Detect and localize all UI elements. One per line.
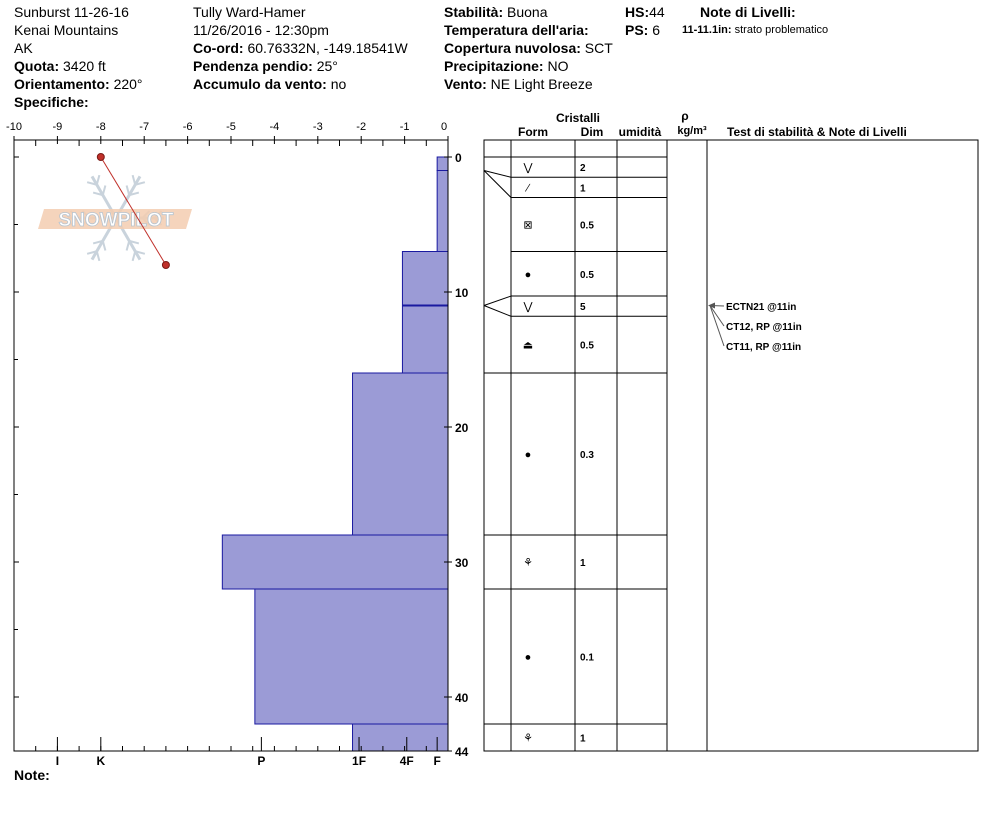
temperature-tick-label: -6 [182, 121, 193, 133]
state: AK [14, 40, 33, 56]
watermark-flake-branch [127, 241, 130, 251]
crystal-form-symbol: ⋁ [523, 162, 533, 175]
hardness-bar [353, 373, 448, 535]
crystal-size: 0.5 [580, 220, 594, 232]
hardness-tick-label: 1F [352, 754, 367, 768]
temperature-tick-label: -4 [269, 121, 280, 133]
hardness-tick-label: 4F [399, 754, 414, 768]
layer-notes-title: Note di Livelli: [700, 4, 796, 20]
watermark-flake-branch [97, 175, 100, 185]
slope: Pendenza pendio: 25° [193, 58, 338, 74]
hardness-tick-label: P [257, 754, 266, 768]
temperature-tick-label: -10 [6, 121, 22, 133]
stability: Stabilità: Buona [444, 4, 548, 20]
watermark-text: SNOWPILOT [58, 210, 174, 231]
temperature-tick-label: -7 [139, 121, 150, 133]
stability-test-arrow [710, 306, 724, 347]
header-form: Form [518, 125, 548, 139]
watermark-flake-branch [103, 241, 106, 251]
depth-tick-label: 20 [455, 421, 469, 435]
watermark-flake-branch [133, 175, 136, 185]
header-tests: Test di stabilità & Note di Livelli [727, 125, 907, 139]
hardness-bar [255, 589, 448, 724]
watermark-flake-branch [97, 251, 100, 261]
depth-connector [484, 306, 511, 317]
crystal-form-symbol: ⚘ [523, 732, 533, 745]
layer-note: 11-11.1in: strato problematico [682, 24, 829, 36]
wind: Vento: NE Light Breeze [444, 76, 593, 92]
stability-test-label: ECTN21 @11in [726, 302, 797, 313]
crystal-size: 1 [580, 733, 586, 745]
depth-tick-label: 10 [455, 286, 469, 300]
hardness-tick-label: F [433, 754, 441, 768]
snow-height: HS:44 [625, 4, 665, 20]
air-temperature: Temperatura dell'aria: [444, 22, 589, 38]
stability-test-label: CT12, RP @11in [726, 322, 802, 333]
header-density-unit: kg/m³ [677, 125, 707, 137]
crystal-form-symbol: ⚘ [523, 557, 533, 569]
temperature-tick-label: -5 [226, 121, 236, 133]
temperature-tick-label: 0 [440, 121, 448, 133]
hardness-bar [437, 157, 448, 171]
coordinates: Co-ord: 60.76332N, -149.18541W [193, 40, 408, 56]
observer: Tully Ward-Hamer [193, 4, 306, 20]
header-rho: ρ [681, 109, 689, 123]
temperature-point [162, 262, 169, 269]
temperature-tick-label: -2 [356, 121, 367, 133]
notes-label: Note: [14, 767, 50, 783]
header-cristalli: Cristalli [555, 111, 601, 125]
temperature-tick-label: -9 [52, 121, 63, 133]
temperature-point [97, 154, 104, 161]
hardness-bar [437, 171, 448, 252]
crystal-size: 2 [580, 163, 586, 175]
crystal-form-symbol: ⊠ [523, 219, 533, 232]
crystal-table-frame [484, 140, 978, 751]
hardness-tick-label: K [96, 754, 106, 768]
depth-connector [484, 171, 511, 198]
crystal-size: 0.5 [580, 269, 594, 281]
crystal-size: 0.3 [580, 450, 594, 461]
depth-tick-label: 40 [455, 691, 469, 705]
hardness-bar [353, 724, 448, 751]
header-dim: Dim [580, 125, 604, 139]
site-name: Sunburst 11-26-16 [14, 4, 129, 20]
crystal-form-symbol: ⏏ [522, 339, 534, 352]
sky-cover: Copertura nuvolosa: SCT [444, 40, 613, 56]
depth-tick-label: 0 [455, 151, 462, 165]
crystal-form-symbol: ⋁ [523, 301, 533, 314]
hardness-bar [402, 252, 448, 374]
crystal-form-symbol: ● [524, 651, 532, 664]
crystal-size: 0.1 [580, 652, 594, 664]
hardness-tick-label: I [55, 754, 60, 768]
wind-loading: Accumulo da vento: no [193, 76, 347, 92]
crystal-size: 1 [580, 558, 586, 569]
crystal-size: 0.5 [580, 340, 594, 352]
crystal-form-symbol: ● [524, 449, 532, 461]
mountain-range: Kenai Mountains [14, 22, 119, 38]
stability-test-arrow [710, 306, 724, 327]
pit-depth: PS: 6 [625, 22, 661, 38]
depth-connector [484, 296, 511, 305]
depth-tick-label: 30 [455, 556, 469, 570]
temperature-tick-label: -1 [399, 121, 410, 133]
watermark-flake-branch [127, 185, 130, 195]
watermark-flake-branch [133, 251, 136, 261]
crystal-size: 5 [580, 302, 586, 314]
crystal-form-symbol: ∕ [527, 182, 529, 195]
hardness-bar [222, 535, 448, 589]
stability-test-label: CT11, RP @11in [726, 342, 802, 353]
datetime: 11/26/2016 - 12:30pm [193, 22, 329, 38]
temperature-tick-label: -3 [312, 121, 323, 133]
depth-tick-label: 44 [455, 745, 469, 759]
elevation: Quota: 3420 ft [14, 58, 106, 74]
precipitation: Precipitazione: NO [444, 58, 569, 74]
header-umidita: umidità [618, 125, 662, 139]
aspect: Orientamento: 220° [14, 76, 143, 92]
specifics: Specifiche: [14, 94, 89, 110]
watermark-flake-branch [103, 185, 106, 195]
temperature-tick-label: -8 [95, 121, 106, 133]
crystal-form-symbol: ● [524, 268, 532, 281]
crystal-size: 1 [580, 183, 586, 195]
